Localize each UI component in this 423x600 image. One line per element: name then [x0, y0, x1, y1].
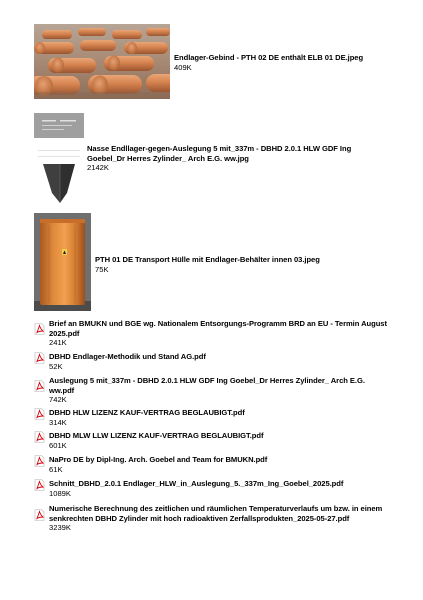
- attachment-item[interactable]: [0, 408, 423, 428]
- attachment-item[interactable]: [0, 479, 423, 499]
- file-info: [49, 376, 389, 405]
- file-size: 601K: [49, 440, 67, 450]
- attachment-item[interactable]: [0, 213, 423, 313]
- image-thumbnail[interactable]: [34, 24, 170, 99]
- pdf-icon: [34, 479, 45, 491]
- file-info: [49, 431, 389, 450]
- attachment-item[interactable]: [0, 376, 423, 404]
- file-size: 409K: [174, 62, 192, 72]
- attachment-item[interactable]: [0, 319, 423, 347]
- file-info: [174, 53, 414, 72]
- file-info: [49, 352, 389, 371]
- file-info: [49, 455, 389, 474]
- attachment-item[interactable]: [0, 352, 423, 372]
- file-name-link[interactable]: Schnitt_DBHD_2.0.1 Endlager_HLW_in_Auslegung_5._337m_Ing_Goebel_2025.pdf: [49, 479, 344, 488]
- file-name-link[interactable]: NaPro DE by Dipl-Ing. Arch. Goebel and Team for BMUKN.pdf: [49, 455, 268, 464]
- file-size: 2142K: [87, 163, 109, 173]
- file-size: 241K: [49, 338, 67, 348]
- file-size: 61K: [49, 464, 63, 474]
- file-size: 75K: [95, 264, 109, 274]
- image-thumbnail[interactable]: [34, 213, 91, 311]
- file-info: [95, 255, 385, 274]
- pdf-icon: [34, 323, 45, 335]
- pdf-icon: [34, 431, 45, 443]
- file-name-link[interactable]: Numerische Berechnung des zeitlichen und räumlichen Temperaturverlaufs um bzw. in einem senkrechten DBHD Zylinder mit hoch radioaktiven Zerfallsprodukten_2025-05-27.pdf: [49, 504, 383, 523]
- file-name-link[interactable]: Brief an BMUKN und BGE wg. Nationalem Entsorgungs-Programm BRD an EU - Termin August 2025.pdf: [49, 319, 387, 338]
- file-size: 52K: [49, 361, 63, 371]
- file-name-link[interactable]: PTH 01 DE Transport Hülle mit Endlager-Behälter innen 03.jpeg: [95, 255, 320, 264]
- file-name-link[interactable]: DBHD HLW LIZENZ KAUF-VERTRAG BEGLAUBIGT.pdf: [49, 408, 245, 417]
- file-info: [49, 319, 389, 348]
- file-info: [49, 479, 389, 498]
- file-name-link[interactable]: Nasse Endllager-gegen-Auslegung 5 mit_337m - DBHD 2.0.1 HLW GDF Ing Goebel_Dr Herres Zylinder_ Arch E.G. ww.jpg: [87, 144, 352, 163]
- attachment-item[interactable]: [0, 504, 423, 534]
- file-size: 742K: [49, 395, 67, 405]
- file-info: [49, 408, 389, 427]
- file-name-link[interactable]: Auslegung 5 mit_337m - DBHD 2.0.1 HLW GDF Ing Goebel_Dr Herres Zylinder_ Arch E.G. ww.pdf: [49, 376, 365, 395]
- pdf-icon: [34, 455, 45, 467]
- attachment-item[interactable]: [0, 455, 423, 475]
- pdf-icon: [34, 408, 45, 420]
- file-info: [87, 144, 377, 173]
- pdf-icon: [34, 352, 45, 364]
- pdf-icon: [34, 380, 45, 392]
- file-name-link[interactable]: DBHD MLW LLW LIZENZ KAUF-VERTRAG BEGLAUBIGT.pdf: [49, 431, 264, 440]
- file-info: [49, 504, 389, 533]
- file-size: 1089K: [49, 488, 71, 498]
- attachment-item[interactable]: [0, 431, 423, 451]
- attachment-item[interactable]: [0, 0, 423, 100]
- file-name-link[interactable]: Endlager-Gebind - PTH 02 DE enthält ELB 01 DE.jpeg: [174, 53, 364, 62]
- file-size: 3239K: [49, 523, 71, 533]
- file-name-link[interactable]: DBHD Endlager-Methodik und Stand AG.pdf: [49, 352, 206, 361]
- pdf-icon: [34, 509, 45, 521]
- file-size: 314K: [49, 417, 67, 427]
- image-thumbnail[interactable]: [34, 108, 84, 205]
- attachment-item[interactable]: [0, 108, 423, 208]
